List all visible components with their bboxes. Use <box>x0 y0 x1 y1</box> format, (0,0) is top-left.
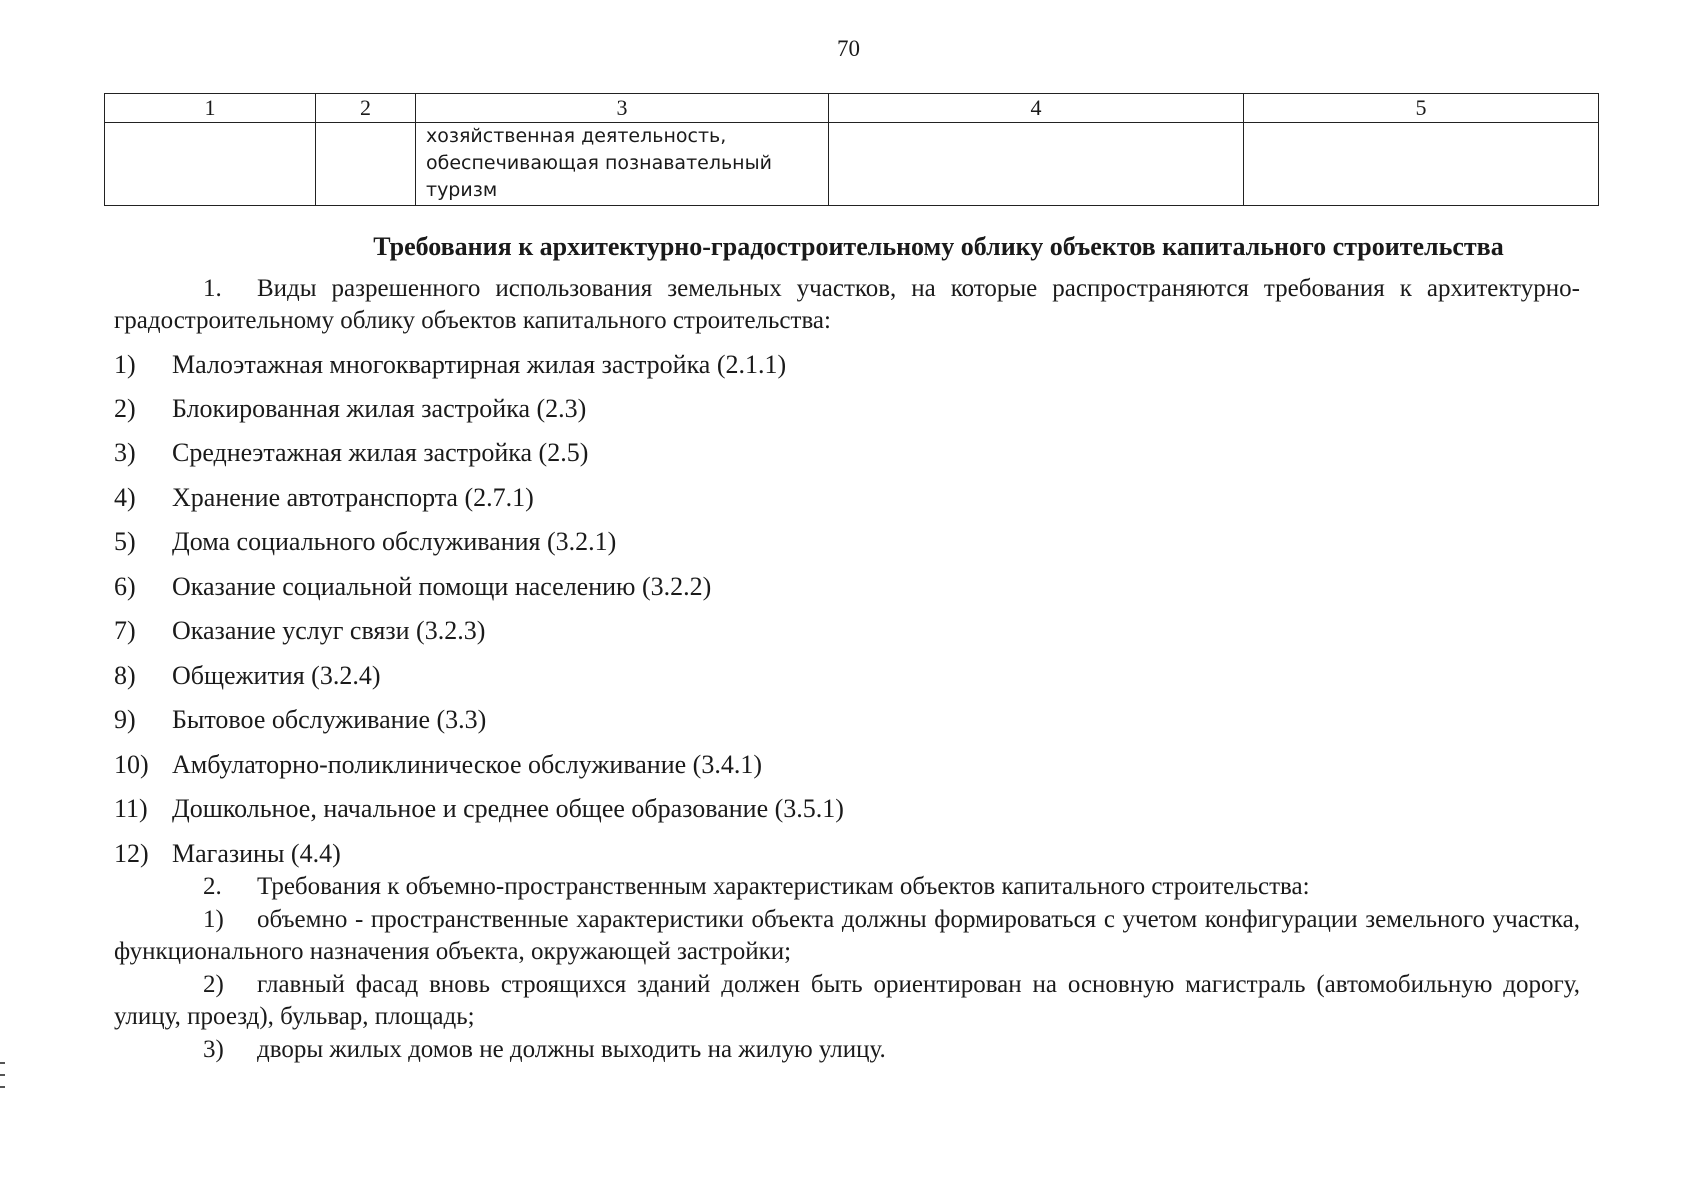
list-item-number: 11) <box>114 794 148 823</box>
scan-edge-mark <box>0 1062 5 1064</box>
list-item <box>114 793 844 825</box>
table-cell-activity <box>416 123 829 206</box>
cell-text-line: хозяйственная деятельность, <box>426 125 727 147</box>
table-header-cell: 2 <box>316 94 416 123</box>
list-item-text: Магазины (4.4) <box>172 839 341 868</box>
table-cell <box>829 123 1244 206</box>
paragraph-1 <box>114 273 1580 337</box>
table-header-row <box>105 94 1599 123</box>
cell-text-line: обеспечивающая познавательный <box>426 152 772 174</box>
list-item-number: 5) <box>114 527 136 556</box>
list-item <box>114 437 588 469</box>
table-cell <box>105 123 316 206</box>
list-item <box>114 838 341 870</box>
list-item <box>114 615 485 647</box>
list-item <box>114 704 486 736</box>
list-item <box>114 571 711 603</box>
sub-item <box>114 969 1580 1033</box>
list-item-text: Амбулаторно-поликлиническое обслуживание (3.4.1) <box>172 750 762 779</box>
list-item-text: Хранение автотранспорта (2.7.1) <box>172 483 534 512</box>
list-item-number: 6) <box>114 572 136 601</box>
sub-item-number: 1) <box>203 906 224 933</box>
table-header-cell: 5 <box>1244 94 1599 123</box>
continuation-table <box>104 93 1599 206</box>
list-item-text: Дома социального обслуживания (3.2.1) <box>172 527 617 556</box>
table-cell <box>1244 123 1599 206</box>
page-number: 70 <box>837 36 860 61</box>
list-item <box>114 660 381 692</box>
list-item-number: 2) <box>114 394 136 423</box>
list-item-number: 10) <box>114 750 149 779</box>
list-item-number: 12) <box>114 839 149 868</box>
list-item <box>114 393 586 425</box>
list-item-text: Дошкольное, начальное и среднее общее образование (3.5.1) <box>172 794 844 823</box>
scan-edge-mark <box>0 1074 5 1076</box>
list-item <box>114 482 534 514</box>
table-header-cell: 4 <box>829 94 1244 123</box>
section-title: Требования к архитектурно-градостроительному облику объектов капитального строительства <box>373 232 1504 261</box>
sub-item-text: объемно - пространственные характеристики объекта должны формироваться с учетом конфигурации земельного участка, функционального назначения объекта, окружающей застройки; <box>114 906 1580 965</box>
list-item-text: Общежития (3.2.4) <box>172 661 381 690</box>
sub-item <box>114 1034 1580 1066</box>
list-item-number: 9) <box>114 705 136 734</box>
sub-item-number: 3) <box>203 1036 224 1063</box>
paragraph-number: 2. <box>203 873 222 900</box>
paragraph-number: 1. <box>203 275 222 302</box>
cell-text-line: туризм <box>426 179 498 201</box>
paragraph-text: Требования к объемно-пространственным характеристикам объектов капитального строительства: <box>257 873 1310 900</box>
scan-edge-mark <box>0 1086 5 1088</box>
list-item <box>114 349 786 381</box>
list-item <box>114 749 762 781</box>
list-item-number: 1) <box>114 350 136 379</box>
list-item-number: 4) <box>114 483 136 512</box>
list-item-number: 3) <box>114 438 136 467</box>
list-item-text: Среднеэтажная жилая застройка (2.5) <box>172 438 589 467</box>
list-item <box>114 526 616 558</box>
sub-item-number: 2) <box>203 971 224 998</box>
list-item-number: 7) <box>114 616 136 645</box>
sub-item <box>114 904 1580 968</box>
sub-item-text: дворы жилых домов не должны выходить на жилую улицу. <box>257 1036 886 1063</box>
table-header-cell: 3 <box>416 94 829 123</box>
list-item-number: 8) <box>114 661 136 690</box>
list-item-text: Бытовое обслуживание (3.3) <box>172 705 487 734</box>
table-header-cell: 1 <box>105 94 316 123</box>
paragraph-text: Виды разрешенного использования земельных участков, на которые распространяются требования к архитектурно-градостроительному облику объектов капитального строительства: <box>114 275 1580 334</box>
paragraph-2 <box>114 871 1580 903</box>
table-cell <box>316 123 416 206</box>
list-item-text: Малоэтажная многоквартирная жилая застройка (2.1.1) <box>172 350 787 379</box>
sub-item-text: главный фасад вновь строящихся зданий должен быть ориентирован на основную магистраль (автомобильную дорогу, улицу, проезд), бульвар, площадь; <box>114 971 1580 1030</box>
list-item-text: Оказание услуг связи (3.2.3) <box>172 616 486 645</box>
table-row <box>105 123 1599 206</box>
list-item-text: Оказание социальной помощи населению (3.2.2) <box>172 572 712 601</box>
list-item-text: Блокированная жилая застройка (2.3) <box>172 394 587 423</box>
